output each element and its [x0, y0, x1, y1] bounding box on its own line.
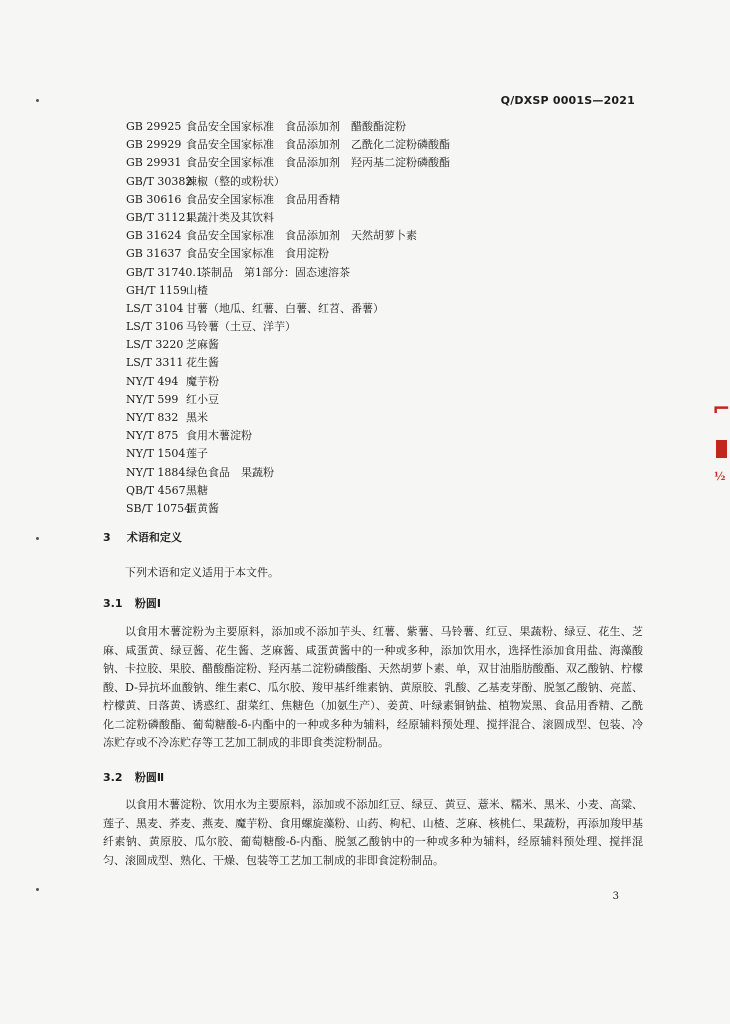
reference-title: 花生酱 [186, 356, 219, 370]
reference-code: QB/T 4567 [126, 483, 186, 497]
reference-item [126, 154, 450, 172]
subsection-heading [103, 769, 164, 785]
reference-item [126, 354, 450, 372]
reference-code: GB/T 31740.1 [126, 265, 203, 279]
section-title: 术语和定义 [126, 531, 182, 544]
reference-title: 红小豆 [186, 392, 219, 406]
reference-code: NY/T 1884 [126, 465, 186, 479]
reference-title: 芝麻酱 [186, 338, 219, 352]
reference-title: 蛋黄酱 [186, 501, 219, 515]
reference-item [126, 391, 450, 409]
reference-item [126, 427, 450, 445]
reference-code: GB 29925 [126, 120, 182, 133]
reference-title: 食用木薯淀粉 [186, 429, 252, 443]
reference-code: GB 30616 [126, 192, 182, 206]
reference-title: 食品安全国家标准 食品添加剂 乙酰化二淀粉磷酸酯 [186, 138, 450, 152]
section-intro: 下列术语和定义适用于本文件。 [125, 566, 279, 579]
reference-item [126, 118, 450, 136]
reference-code: NY/T 494 [126, 374, 179, 388]
reference-item [126, 409, 450, 427]
section-number: 3 [103, 531, 111, 544]
reference-title: 食品安全国家标准 食品添加剂 羟丙基二淀粉磷酸酯 [186, 156, 450, 170]
reference-code: NY/T 1504 [126, 447, 186, 461]
red-stamp-fragment: ⌐ [712, 396, 730, 422]
definition-paragraph: 以食用木薯淀粉、饮用水为主要原料，添加或不添加红豆、绿豆、黄豆、薏米、糯米、黑米、小麦、高粱、莲子、黑麦、荞麦、燕麦、魔芋粉、食用螺旋藻粉、山药、枸杞、山楂、芝麻、核桃仁、果蔬粉，再添加羧甲基纤素钠、黄原胶、瓜尔胶、葡萄糖酸-δ-内酯、脱氢乙酸钠中的一种或多种为辅料，经原辅料预处理、搅拌混匀、滚圆成型、熟化、干燥、包装等工艺加工制成的非即食淀粉制品。 [103, 798, 643, 867]
reference-code: GB 29929 [126, 138, 182, 152]
red-stamp-fragment: ½ [714, 470, 726, 483]
reference-title: 绿色食品 果蔬粉 [186, 465, 274, 479]
document-code: Q/DXSP 0001S—2021 [500, 94, 635, 107]
reference-code: GB/T 31121 [126, 210, 193, 224]
definition-paragraph: 以食用木薯淀粉为主要原料，添加或不添加芋头、红薯、紫薯、马铃薯、红豆、果蔬粉、绿豆、花生、芝麻、咸蛋黄、绿豆酱、花生酱、芝麻酱、咸蛋黄酱中的一种或多种，添加饮用水，选择性添加食用盐、海藻酸钠、卡拉胶、果胶、醋酸酯淀粉、羟丙基二淀粉磷酸酯、天然胡萝卜素、单，双甘油脂肪酸酯、双乙酸钠、柠檬酸、D-异抗坏血酸钠、维生素C、瓜尔胶、羧甲基纤维素钠、黄原胶、乳酸、乙基麦芽酚、脱氢乙酸钠、亮蓝、柠檬黄、日落黄、诱惑红、甜菜红、焦糖色（加氨生产）、姜黄、叶绿素铜钠盐、植物炭黑、食品用香精、乙酰化二淀粉磷酸酯、葡萄糖酸-δ-内酯中的一种或多种为辅料，经原辅料预处理、搅拌混合、滚圆成型、包装、冷冻贮存或不冷冻贮存等工艺加工制成的非即食类淀粉制品。 [103, 625, 643, 749]
reference-item [126, 373, 450, 391]
reference-item [126, 300, 450, 318]
reference-title: 食品安全国家标准 食用淀粉 [186, 247, 329, 261]
reference-code: NY/T 599 [126, 392, 179, 406]
reference-code: GB/T 30382 [126, 174, 193, 188]
reference-code: SB/T 10754 [126, 501, 192, 515]
reference-title: 甘薯（地瓜、红薯、白薯、红苕、番薯） [186, 301, 384, 315]
reference-item [126, 136, 450, 154]
reference-item [126, 445, 450, 463]
reference-title: 食品安全国家标准 食品用香精 [186, 192, 340, 206]
reference-code: LS/T 3104 [126, 301, 184, 315]
scan-speck [36, 537, 39, 540]
reference-title: 食品安全国家标准 食品添加剂 天然胡萝卜素 [186, 229, 417, 243]
reference-code: GB 29931 [126, 156, 182, 170]
reference-item [126, 336, 450, 354]
reference-item [126, 173, 450, 191]
reference-code: GH/T 1159 [126, 283, 187, 297]
reference-code: LS/T 3311 [126, 356, 184, 370]
reference-item [126, 227, 450, 245]
reference-title: 魔芋粉 [186, 374, 219, 388]
reference-code: NY/T 875 [126, 429, 179, 443]
reference-item [126, 318, 450, 336]
reference-item [126, 209, 450, 227]
subsection-number: 3.1 [103, 597, 123, 610]
reference-title: 食品安全国家标准 食品添加剂 醋酸酯淀粉 [186, 120, 406, 133]
reference-item [126, 264, 450, 282]
reference-title: 果蔬汁类及其饮料 [186, 210, 274, 224]
subsection-number: 3.2 [103, 771, 123, 784]
reference-title: 辣椒（整的或粉状） [186, 174, 285, 188]
reference-title: 黑米 [186, 411, 208, 424]
reference-code: GB 31624 [126, 229, 182, 243]
reference-item [126, 282, 450, 300]
reference-item [126, 500, 450, 518]
reference-title: 黑糖 [186, 483, 208, 497]
section-heading [103, 529, 182, 545]
reference-title: 莲子 [186, 447, 208, 461]
scan-speck [36, 888, 39, 891]
reference-code: LS/T 3220 [126, 338, 184, 352]
subsection-title: 粉圆Ⅰ [134, 597, 161, 610]
reference-item [126, 191, 450, 209]
reference-code: LS/T 3106 [126, 320, 184, 334]
reference-code: NY/T 832 [126, 411, 179, 424]
reference-code: GB 31637 [126, 247, 182, 261]
reference-item [126, 464, 450, 482]
scan-speck [36, 99, 39, 102]
reference-item [126, 482, 450, 500]
reference-title: 马铃薯（土豆、洋芋） [186, 320, 296, 334]
subsection-heading [103, 595, 161, 611]
subsection-title: 粉圆Ⅱ [134, 771, 165, 784]
reference-list [126, 118, 450, 518]
reference-item [126, 245, 450, 263]
reference-title: 茶制品 第1部分：固态速溶茶 [200, 265, 350, 279]
page-number: 3 [612, 891, 619, 902]
red-stamp-fragment [716, 440, 727, 458]
reference-title: 山楂 [186, 283, 208, 297]
